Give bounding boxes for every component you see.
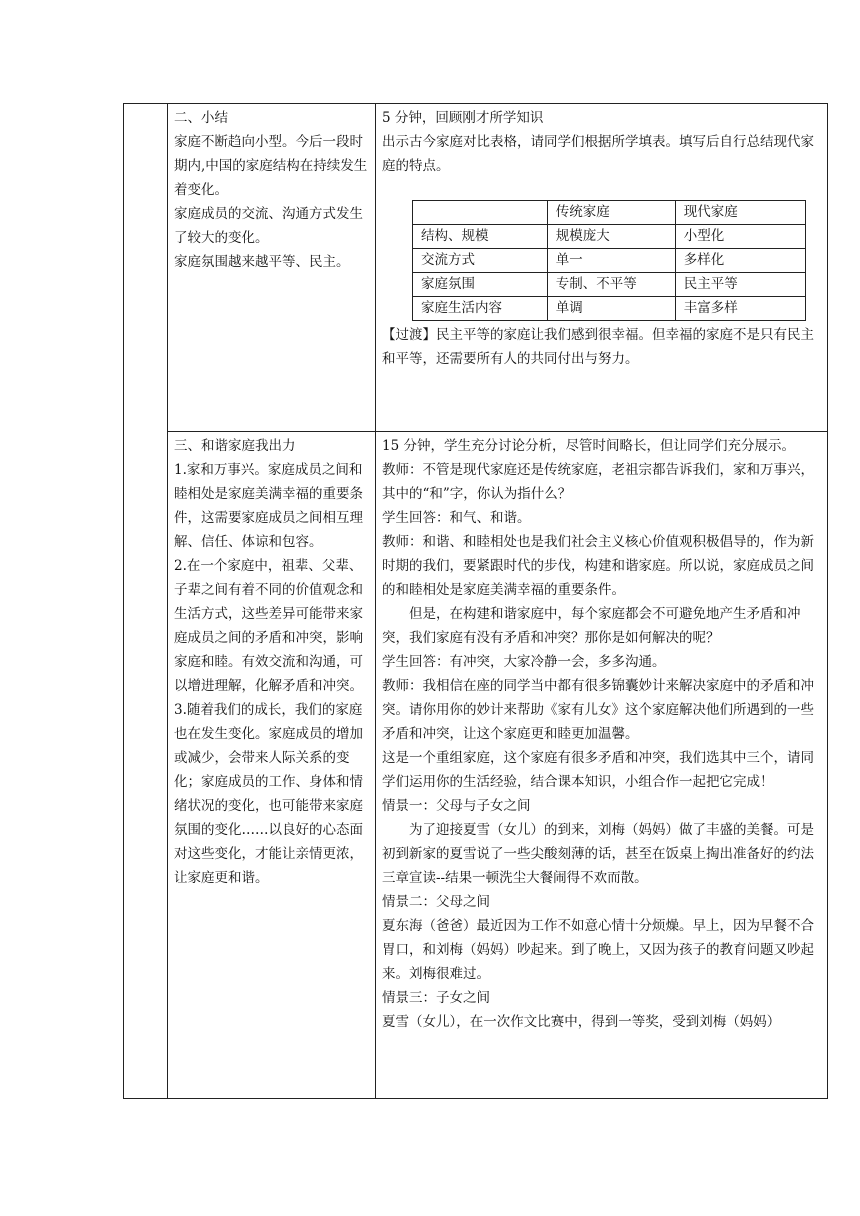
harmony-activity-cell bbox=[376, 432, 828, 1099]
table-cell: 家庭生活内容 bbox=[413, 297, 548, 321]
table-cell: 结构、规模 bbox=[413, 225, 548, 249]
table-cell: 单调 bbox=[547, 297, 675, 321]
table-cell: 交流方式 bbox=[413, 249, 548, 273]
activity-paragraph: 学生回答：有冲突，大家冷静一会，多多沟通。 bbox=[382, 654, 666, 670]
activity-paragraph: 教师：不管是现代家庭还是传统家庭，老祖宗都告诉我们，家和万事兴，其中的“和”字，你认为指什么？ bbox=[382, 462, 814, 502]
summary-point: 家庭成员的交流、沟通方式发生了较大的变化。 bbox=[174, 206, 363, 246]
summary-instruction: 出示古今家庭对比表格，请同学们根据所学填表。填写后自行总结现代家庭的特点。 bbox=[382, 134, 814, 174]
comparison-row bbox=[413, 273, 806, 297]
header-cell: 现代家庭 bbox=[675, 201, 805, 225]
harmony-point: 3.随着我们的成长，我们的家庭也在发生变化。家庭成员的增加或减少，会带来人际关系的变化；家庭成员的工作、身体和情绪状况的变化，也可能带来家庭氛围的变化……以良好的心态面对这些变化，才能让亲情更浓，让家庭更和谐。 bbox=[174, 702, 363, 886]
lesson-plan-table bbox=[123, 103, 828, 1099]
scenario-text: 为了迎接夏雪（女儿）的到来，刘梅（妈妈）做了丰盛的美餐。可是初到新家的夏雪说了一些尖酸刻薄的话，甚至在饭桌上掏出准备好的约法三章宣读--结果一顿洗尘大餐闹得不欢而散。 bbox=[382, 822, 814, 886]
blank-cell bbox=[124, 104, 168, 1099]
activity-paragraph: 15 分钟，学生充分讨论分析，尽管时间略长，但让同学们充分展示。 bbox=[382, 438, 795, 454]
harmony-point: 2.在一个家庭中，祖辈、父辈、子辈之间有着不同的价值观念和生活方式，这些差异可能带来家庭成员之间的矛盾和冲突，影响家庭和睦。有效交流和沟通，可以增进理解，化解矛盾和冲突。 bbox=[174, 558, 363, 694]
summary-time-note: 5 分钟，回顾刚才所学知识 bbox=[382, 110, 544, 126]
activity-paragraph: 教师：我相信在座的同学当中都有很多锦囊妙计来解决家庭中的矛盾和冲突。请你用你的妙计来帮助《家有儿女》这个家庭解决他们所遇到的一些矛盾和冲突，让这个家庭更和睦更加温馨。 bbox=[382, 678, 814, 742]
table-cell: 单一 bbox=[547, 249, 675, 273]
harmony-activity-text bbox=[382, 434, 821, 1094]
activity-paragraph: 这是一个重组家庭，这个家庭有很多矛盾和冲突，我们选其中三个，请同学们运用你的生活经验，结合课本知识，小组合作一起把它完成！ bbox=[382, 750, 814, 790]
summary-point: 家庭不断趋向小型。今后一段时期内,中国的家庭结构在持续发生着变化。 bbox=[174, 134, 368, 198]
table-cell: 民主平等 bbox=[675, 273, 805, 297]
summary-point: 家庭氛围越来越平等、民主。 bbox=[174, 254, 350, 270]
comparison-row bbox=[413, 249, 806, 273]
header-cell: 传统家庭 bbox=[547, 201, 675, 225]
table-cell: 规模庞大 bbox=[547, 225, 675, 249]
activity-paragraph: 但是，在构建和谐家庭中，每个家庭都会不可避免地产生矛盾和冲突，我们家庭有没有矛盾和冲突？那你是如何解决的呢？ bbox=[382, 606, 801, 646]
comparison-row bbox=[413, 225, 806, 249]
table-cell: 专制、不平等 bbox=[547, 273, 675, 297]
comparison-header-row bbox=[413, 201, 806, 225]
activity-paragraph: 教师：和谐、和睦相处也是我们社会主义核心价值观积极倡导的，作为新时期的我们，要紧跟时代的步伐，构建和谐家庭。所以说，家庭成员之间的和睦相处是家庭美满幸福的重要条件。 bbox=[382, 534, 814, 598]
activity-paragraph: 学生回答：和气、和谐。 bbox=[382, 510, 531, 526]
summary-content-cell bbox=[168, 104, 376, 432]
scenario-text: 夏东海（爸爸）最近因为工作不如意心情十分烦燥。早上，因为早餐不合胃口，和刘梅（妈妈）吵起来。到了晚上，又因为孩子的教育问题又吵起来。刘梅很难过。 bbox=[382, 918, 814, 982]
harmony-heading: 三、和谐家庭我出力 bbox=[174, 438, 296, 454]
summary-row bbox=[124, 104, 828, 432]
scenario-text: 夏雪（女儿），在一次作文比赛中，得到一等奖，受到刘梅（妈妈） bbox=[382, 1014, 781, 1030]
harmony-content-cell bbox=[168, 432, 376, 1099]
summary-heading: 二、小结 bbox=[174, 110, 228, 126]
scenario-title: 情景三：子女之间 bbox=[382, 990, 490, 1006]
scenario-title: 情景一：父母与子女之间 bbox=[382, 798, 531, 814]
harmony-point: 1.家和万事兴。家庭成员之间和睦相处是家庭美满幸福的重要条件，这需要家庭成员之间相互理解、信任、体谅和包容。 bbox=[174, 462, 363, 550]
header-cell bbox=[413, 201, 548, 225]
comparison-row bbox=[413, 297, 806, 321]
harmony-row bbox=[124, 432, 828, 1099]
table-cell: 小型化 bbox=[675, 225, 805, 249]
transition-text: 【过渡】民主平等的家庭让我们感到很幸福。但幸福的家庭不是只有民主和平等，还需要所有人的共同付出与努力。 bbox=[382, 327, 814, 367]
table-cell: 丰富多样 bbox=[675, 297, 805, 321]
scenario-title: 情景二：父母之间 bbox=[382, 894, 490, 910]
summary-activity-cell bbox=[376, 104, 828, 432]
family-comparison-table bbox=[412, 200, 806, 321]
table-cell: 家庭氛围 bbox=[413, 273, 548, 297]
table-cell: 多样化 bbox=[675, 249, 805, 273]
